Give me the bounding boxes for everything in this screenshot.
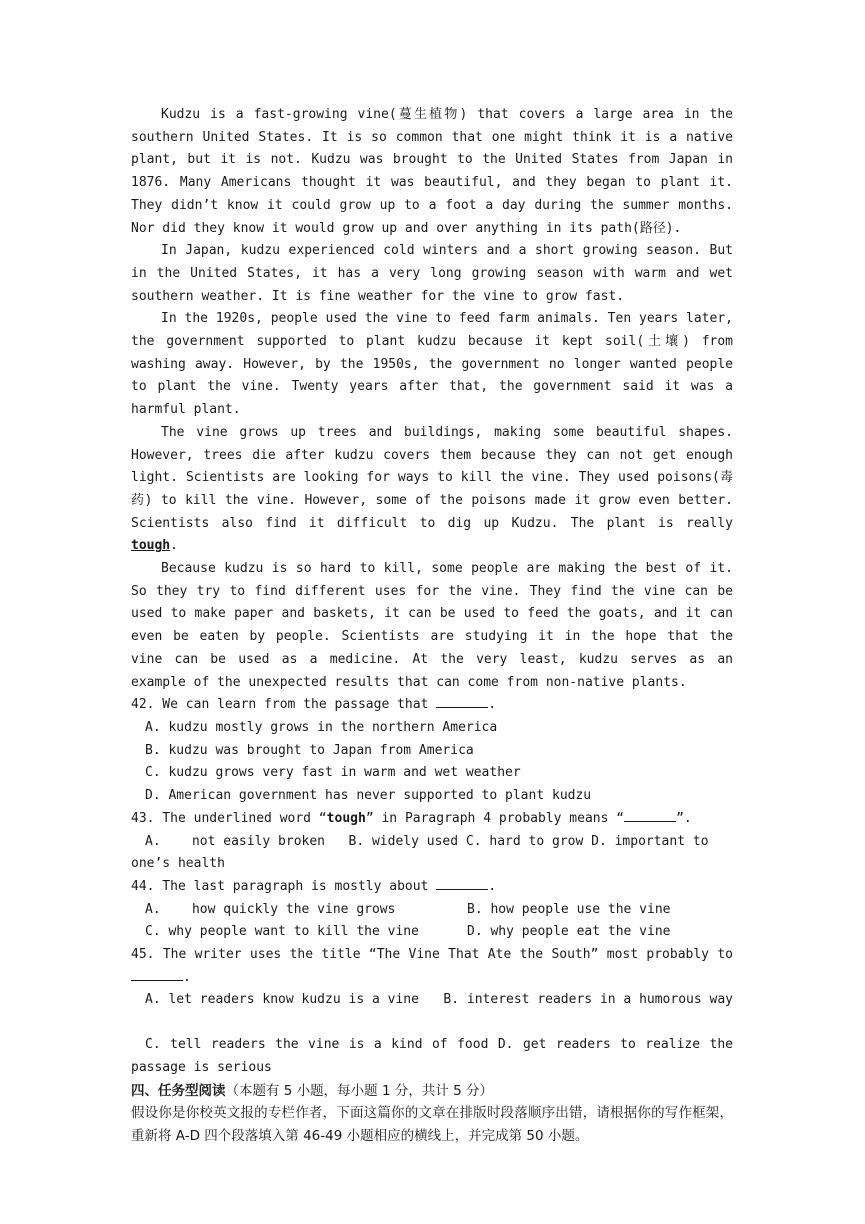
- question-44-text: 44. The last paragraph is mostly about: [131, 878, 437, 894]
- answer-blank: [436, 877, 488, 890]
- question-42-option-c: C. kudzu grows very fast in warm and wet weather: [145, 765, 521, 781]
- paragraph-4-text: The vine grows up trees and buildings, making some beautiful shapes. However, trees die after kudzu covers them because they can not get enough light. Scientists are looking for ways to kill the vine. They used poisons(毒药) to kill the vine. However, some of the poisons made it grow even better. Scientists also find it difficult to dig up Kudzu. The plant is really: [131, 424, 733, 531]
- question-45-option-b: B. interest readers in a humorous way: [443, 992, 733, 1008]
- question-44-option-a: A. how quickly the vine grows: [145, 901, 396, 917]
- passage-paragraph-4: [131, 422, 733, 558]
- passage-paragraph-2: In Japan, kudzu experienced cold winters and a short growing season. But in the United States, it has a very long growing season with warm and wet southern weather. It is fine weather for the vine to grow fast.: [131, 243, 733, 304]
- underlined-word-tough: tough: [131, 538, 171, 554]
- spacer: [131, 1012, 733, 1034]
- question-43-word: tough: [326, 810, 366, 826]
- question-43-text-a: 43. The underlined word “: [131, 810, 327, 826]
- answer-blank: [131, 968, 183, 981]
- section-4-title: 四、任务型阅读: [131, 1082, 226, 1099]
- question-44-stem: [131, 876, 733, 899]
- answer-blank: [436, 695, 488, 708]
- question-43-stem: [131, 808, 733, 831]
- question-45-option-a: A. let readers know kudzu is a vine: [145, 992, 419, 1008]
- question-42-option-a: A. kudzu mostly grows in the northern America: [145, 719, 498, 735]
- question-42-period: .: [488, 697, 497, 713]
- question-45-stem: [131, 944, 733, 989]
- section-4-instructions: 假设你是你校英文报的专栏作者，下面这篇你的文章在排版时段落顺序出错，请根据你的写作框架，重新将 A-D 四个段落填入第 46-49 小题相应的横线上，并完成第 50 小题。: [131, 1105, 733, 1144]
- section-4-scoring: （本题有 5 小题，每小题 1 分，共计 5 分）: [225, 1082, 494, 1099]
- question-45-period: .: [183, 969, 191, 985]
- question-44-period: .: [488, 878, 497, 894]
- question-44-option-c: C. why people want to kill the vine: [145, 924, 419, 940]
- question-44-options-row-2: [131, 921, 733, 944]
- question-45-text: 45. The writer uses the title “The Vine That Ate the South” most probably to: [131, 947, 733, 963]
- passage-paragraph-5: Because kudzu is so hard to kill, some people are making the best of it. So they try to find different uses for the vine. They find the vine can be used to make paper and baskets, it can be used to feed the goats, and it can even be eaten by people. Scientists are studying it in the hope that the vine can be used as a medicine. At the very least, kudzu serves as an example of the unexpected results that can come from non-native plants.: [131, 561, 733, 690]
- question-42-option-d: D. American government has never supported to plant kudzu: [145, 788, 592, 804]
- question-44-option-b: B. how people use the vine: [467, 901, 671, 917]
- section-4-heading: [131, 1080, 733, 1103]
- question-43-options: A. not easily broken B. widely used C. hard to grow D. important to one’s health: [131, 833, 717, 872]
- question-43-end: ”.: [676, 810, 692, 826]
- passage-paragraph-1: Kudzu is a fast-growing vine(蔓生植物) that covers a large area in the southern United States. It is so common that one might think it is a native plant, but it is not. Kudzu was brought to the United States from Japan in 1876. Many Americans thought it was beautiful, and they began to plant it. They didn’t know it could grow up to a foot a day during the summer months. Nor did they know it would grow up and over anything in its path(路径).: [131, 107, 733, 236]
- answer-blank: [624, 809, 676, 822]
- question-45-options-c-d: C. tell readers the vine is a kind of food D. get readers to realize the passage is serious: [131, 1037, 733, 1075]
- question-43-text-b: ” in Paragraph 4 probably means “: [365, 810, 625, 826]
- question-44-options-row-1: [131, 899, 733, 922]
- paragraph-4-end: .: [170, 538, 178, 554]
- question-42-text: 42. We can learn from the passage that: [131, 697, 437, 713]
- document-page: [131, 104, 733, 1148]
- question-42-option-b: B. kudzu was brought to Japan from America: [145, 742, 474, 758]
- question-44-option-d: D. why people eat the vine: [467, 924, 671, 940]
- question-45-options-row-1: [131, 989, 733, 1012]
- question-42-stem: [131, 694, 733, 717]
- passage-paragraph-3: In the 1920s, people used the vine to feed farm animals. Ten years later, the government supported to plant kudzu because it kept soil(土壤) from washing away. However, by the 1950s, the government no longer wanted people to plant the vine. Twenty years after that, the government said it was a harmful plant.: [131, 311, 733, 418]
